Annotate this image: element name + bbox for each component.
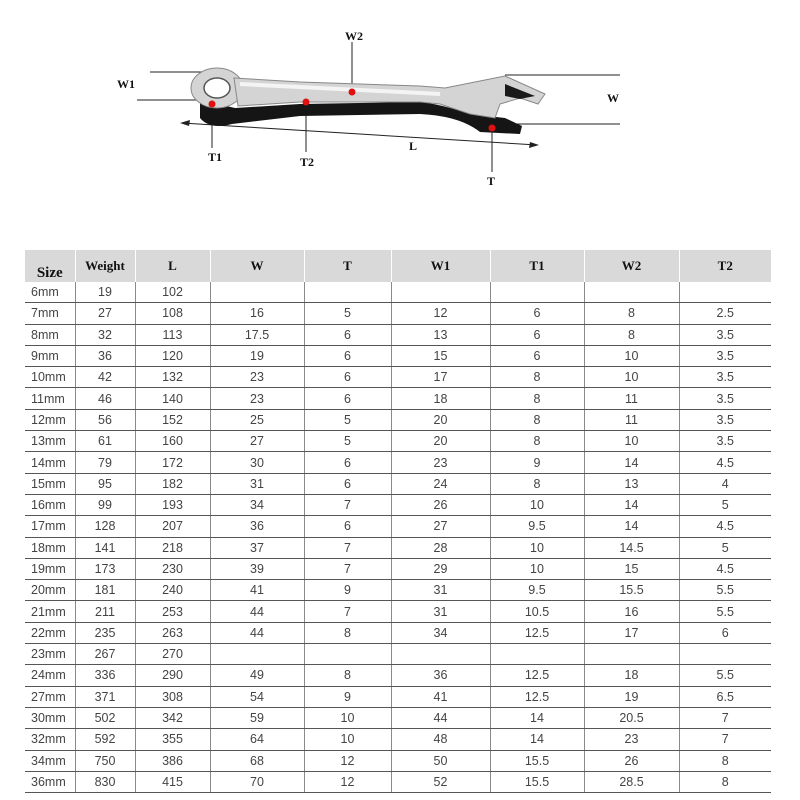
table-cell: 64 <box>210 729 304 750</box>
table-cell: 19 <box>210 345 304 366</box>
table-cell: 207 <box>135 516 210 537</box>
table-cell: 50 <box>391 750 490 771</box>
table-cell <box>304 282 391 303</box>
table-cell: 79 <box>75 452 135 473</box>
table-header-row <box>25 250 771 282</box>
table-cell: 5 <box>679 537 771 558</box>
table-cell: 12 <box>391 303 490 324</box>
table-cell: 6 <box>304 345 391 366</box>
table-cell: 218 <box>135 537 210 558</box>
wrench-dimension-diagram <box>0 0 800 240</box>
table-row <box>25 644 771 665</box>
label-l: L <box>409 139 418 153</box>
table-cell <box>584 282 679 303</box>
table-cell: 6 <box>304 452 391 473</box>
table-cell: 141 <box>75 537 135 558</box>
table-cell: 8 <box>490 431 584 452</box>
table-cell: 9.5 <box>490 580 584 601</box>
label-w2: W2 <box>345 29 363 43</box>
table-cell: 14.5 <box>584 537 679 558</box>
size-cell: 21mm <box>25 601 75 622</box>
table-cell: 15.5 <box>584 580 679 601</box>
column-header-w1: W1 <box>391 250 490 282</box>
table-cell: 5.5 <box>679 580 771 601</box>
table-row <box>25 729 771 750</box>
table-cell: 26 <box>584 750 679 771</box>
table-cell: 17 <box>391 367 490 388</box>
table-row <box>25 431 771 452</box>
size-cell: 12mm <box>25 409 75 430</box>
table-cell: 34 <box>391 622 490 643</box>
table-cell: 235 <box>75 622 135 643</box>
table-row <box>25 665 771 686</box>
label-t: T <box>487 174 496 188</box>
table-cell: 5.5 <box>679 665 771 686</box>
table-cell: 59 <box>210 707 304 728</box>
table-cell: 32 <box>75 324 135 345</box>
table-cell: 102 <box>135 282 210 303</box>
table-cell: 27 <box>391 516 490 537</box>
table-cell: 6 <box>490 324 584 345</box>
size-cell: 10mm <box>25 367 75 388</box>
table-cell: 6.5 <box>679 686 771 707</box>
table-cell: 23 <box>210 388 304 409</box>
table-cell: 17.5 <box>210 324 304 345</box>
table-cell: 113 <box>135 324 210 345</box>
table-cell: 3.5 <box>679 367 771 388</box>
table-cell: 181 <box>75 580 135 601</box>
size-cell: 36mm <box>25 771 75 792</box>
table-cell: 15.5 <box>490 750 584 771</box>
table-cell: 6 <box>304 367 391 388</box>
table-cell: 263 <box>135 622 210 643</box>
w2-marker <box>349 89 356 96</box>
size-cell: 11mm <box>25 388 75 409</box>
table-cell: 31 <box>210 473 304 494</box>
table-cell: 10 <box>490 558 584 579</box>
size-cell: 15mm <box>25 473 75 494</box>
table-cell: 15 <box>391 345 490 366</box>
table-cell: 7 <box>679 707 771 728</box>
table-cell: 5 <box>304 431 391 452</box>
size-cell: 8mm <box>25 324 75 345</box>
table-cell: 20 <box>391 409 490 430</box>
table-row <box>25 750 771 771</box>
t1-marker <box>209 101 216 108</box>
size-cell: 16mm <box>25 494 75 515</box>
table-cell: 4.5 <box>679 452 771 473</box>
table-cell: 12.5 <box>490 686 584 707</box>
table-cell: 11 <box>584 388 679 409</box>
table-cell: 29 <box>391 558 490 579</box>
table-cell: 36 <box>75 345 135 366</box>
table-cell: 182 <box>135 473 210 494</box>
table-cell: 10 <box>584 345 679 366</box>
table-cell: 2.5 <box>679 303 771 324</box>
table-cell: 23 <box>210 367 304 388</box>
table-cell: 8 <box>679 750 771 771</box>
table-cell: 20.5 <box>584 707 679 728</box>
table-cell: 20 <box>391 431 490 452</box>
table-cell: 172 <box>135 452 210 473</box>
table-cell: 10.5 <box>490 601 584 622</box>
table-cell: 12.5 <box>490 665 584 686</box>
label-t2: T2 <box>300 155 315 169</box>
table-cell: 37 <box>210 537 304 558</box>
table-cell: 267 <box>75 644 135 665</box>
table-cell: 68 <box>210 750 304 771</box>
table-cell: 7 <box>304 494 391 515</box>
table-cell: 6 <box>679 622 771 643</box>
table-cell: 61 <box>75 431 135 452</box>
table-cell: 10 <box>584 431 679 452</box>
table-row <box>25 558 771 579</box>
table-cell: 8 <box>584 303 679 324</box>
table-row <box>25 580 771 601</box>
table-cell: 120 <box>135 345 210 366</box>
table-cell: 342 <box>135 707 210 728</box>
table-cell <box>584 644 679 665</box>
table-cell: 26 <box>391 494 490 515</box>
table-cell <box>210 282 304 303</box>
size-cell: 7mm <box>25 303 75 324</box>
table-cell: 8 <box>490 473 584 494</box>
table-cell: 25 <box>210 409 304 430</box>
table-cell: 44 <box>210 601 304 622</box>
table-row <box>25 707 771 728</box>
table-cell: 17 <box>584 622 679 643</box>
table-cell <box>490 282 584 303</box>
table-cell: 5 <box>304 409 391 430</box>
table-cell: 240 <box>135 580 210 601</box>
table-cell: 10 <box>304 729 391 750</box>
table-row <box>25 494 771 515</box>
table-cell: 52 <box>391 771 490 792</box>
table-cell: 70 <box>210 771 304 792</box>
table-cell: 46 <box>75 388 135 409</box>
table-cell: 7 <box>304 558 391 579</box>
table-row <box>25 409 771 430</box>
table-cell: 15 <box>584 558 679 579</box>
table-cell <box>679 282 771 303</box>
table-cell: 8 <box>679 771 771 792</box>
table-cell: 371 <box>75 686 135 707</box>
table-cell: 14 <box>490 707 584 728</box>
table-cell: 95 <box>75 473 135 494</box>
table-cell: 8 <box>304 665 391 686</box>
table-cell: 9 <box>304 580 391 601</box>
column-header-weight: Weight <box>75 250 135 282</box>
size-cell: 34mm <box>25 750 75 771</box>
table-cell: 193 <box>135 494 210 515</box>
table-cell: 31 <box>391 601 490 622</box>
table-cell: 3.5 <box>679 431 771 452</box>
column-header-size: Size <box>25 250 75 282</box>
table-cell: 23 <box>391 452 490 473</box>
table-cell: 8 <box>490 409 584 430</box>
size-cell: 32mm <box>25 729 75 750</box>
table-cell: 750 <box>75 750 135 771</box>
table-cell: 108 <box>135 303 210 324</box>
wrench-size-table <box>25 250 771 793</box>
table-row <box>25 388 771 409</box>
table-cell: 7 <box>304 601 391 622</box>
table-cell: 4.5 <box>679 558 771 579</box>
column-header-t2: T2 <box>679 250 771 282</box>
table-cell: 10 <box>490 494 584 515</box>
size-cell: 19mm <box>25 558 75 579</box>
table-cell: 6 <box>304 516 391 537</box>
table-cell: 16 <box>210 303 304 324</box>
size-cell: 23mm <box>25 644 75 665</box>
table-cell: 23 <box>584 729 679 750</box>
table-row <box>25 622 771 643</box>
table-cell: 42 <box>75 367 135 388</box>
t2-marker <box>303 99 310 106</box>
table-cell: 99 <box>75 494 135 515</box>
table-row <box>25 473 771 494</box>
table-cell: 6 <box>304 388 391 409</box>
size-cell: 22mm <box>25 622 75 643</box>
table-cell: 44 <box>391 707 490 728</box>
table-row <box>25 367 771 388</box>
table-cell: 386 <box>135 750 210 771</box>
table-cell: 502 <box>75 707 135 728</box>
table-cell: 10 <box>490 537 584 558</box>
table-cell: 8 <box>304 622 391 643</box>
table-cell: 592 <box>75 729 135 750</box>
table-row <box>25 282 771 303</box>
label-w: W <box>607 91 619 105</box>
table-cell: 41 <box>391 686 490 707</box>
table-cell: 44 <box>210 622 304 643</box>
table-cell: 18 <box>584 665 679 686</box>
table-cell: 34 <box>210 494 304 515</box>
table-cell: 6 <box>304 473 391 494</box>
table-cell: 830 <box>75 771 135 792</box>
table-cell: 290 <box>135 665 210 686</box>
table-cell <box>490 644 584 665</box>
table-cell: 4.5 <box>679 516 771 537</box>
table-cell: 253 <box>135 601 210 622</box>
t-marker <box>489 125 496 132</box>
table-row <box>25 452 771 473</box>
table-cell: 14 <box>584 516 679 537</box>
table-row <box>25 601 771 622</box>
table-row <box>25 516 771 537</box>
column-header-w: W <box>210 250 304 282</box>
size-cell: 13mm <box>25 431 75 452</box>
table-cell: 7 <box>304 537 391 558</box>
table-cell: 12 <box>304 771 391 792</box>
table-cell: 18 <box>391 388 490 409</box>
table-cell: 10 <box>584 367 679 388</box>
table-cell: 3.5 <box>679 345 771 366</box>
table-cell: 16 <box>584 601 679 622</box>
table-row <box>25 537 771 558</box>
table-cell: 28 <box>391 537 490 558</box>
table-cell: 7 <box>679 729 771 750</box>
table-cell: 27 <box>75 303 135 324</box>
table-cell: 12 <box>304 750 391 771</box>
table-cell: 49 <box>210 665 304 686</box>
table-cell: 308 <box>135 686 210 707</box>
table-cell: 5 <box>304 303 391 324</box>
column-header-l: L <box>135 250 210 282</box>
table-cell: 36 <box>210 516 304 537</box>
table-row <box>25 345 771 366</box>
table-cell: 132 <box>135 367 210 388</box>
table-cell <box>304 644 391 665</box>
table-cell: 3.5 <box>679 324 771 345</box>
table-cell: 9.5 <box>490 516 584 537</box>
table-cell: 10 <box>304 707 391 728</box>
table-cell: 28.5 <box>584 771 679 792</box>
table-row <box>25 771 771 792</box>
table-cell: 152 <box>135 409 210 430</box>
table-row <box>25 324 771 345</box>
table-cell: 5 <box>679 494 771 515</box>
table-cell: 5.5 <box>679 601 771 622</box>
size-cell: 17mm <box>25 516 75 537</box>
table-cell <box>391 644 490 665</box>
table-cell: 31 <box>391 580 490 601</box>
table-cell: 11 <box>584 409 679 430</box>
table-cell: 270 <box>135 644 210 665</box>
table-cell: 160 <box>135 431 210 452</box>
table-cell: 355 <box>135 729 210 750</box>
table-cell: 56 <box>75 409 135 430</box>
table-cell: 19 <box>584 686 679 707</box>
table-cell: 41 <box>210 580 304 601</box>
table-cell: 54 <box>210 686 304 707</box>
table-cell: 336 <box>75 665 135 686</box>
table-cell: 3.5 <box>679 409 771 430</box>
size-cell: 14mm <box>25 452 75 473</box>
column-header-t: T <box>304 250 391 282</box>
table-cell: 6 <box>304 324 391 345</box>
table-cell: 24 <box>391 473 490 494</box>
table-cell: 140 <box>135 388 210 409</box>
size-cell: 6mm <box>25 282 75 303</box>
size-cell: 24mm <box>25 665 75 686</box>
table-cell: 14 <box>584 494 679 515</box>
table-cell <box>210 644 304 665</box>
table-row <box>25 686 771 707</box>
table-cell: 13 <box>584 473 679 494</box>
column-header-w2: W2 <box>584 250 679 282</box>
table-cell: 8 <box>584 324 679 345</box>
table-cell: 230 <box>135 558 210 579</box>
size-cell: 27mm <box>25 686 75 707</box>
table-cell: 30 <box>210 452 304 473</box>
size-cell: 18mm <box>25 537 75 558</box>
table-cell: 39 <box>210 558 304 579</box>
table-cell: 3.5 <box>679 388 771 409</box>
table-row <box>25 303 771 324</box>
table-cell: 8 <box>490 388 584 409</box>
size-cell: 30mm <box>25 707 75 728</box>
table-cell: 415 <box>135 771 210 792</box>
table-cell: 4 <box>679 473 771 494</box>
table-cell: 48 <box>391 729 490 750</box>
table-cell: 173 <box>75 558 135 579</box>
table-cell: 12.5 <box>490 622 584 643</box>
table-cell: 128 <box>75 516 135 537</box>
table-cell: 14 <box>584 452 679 473</box>
table-cell: 19 <box>75 282 135 303</box>
table-cell: 27 <box>210 431 304 452</box>
label-t1: T1 <box>208 150 223 164</box>
table-cell: 9 <box>490 452 584 473</box>
table-cell <box>391 282 490 303</box>
column-header-t1: T1 <box>490 250 584 282</box>
table-cell <box>679 644 771 665</box>
table-cell: 8 <box>490 367 584 388</box>
table-cell: 6 <box>490 303 584 324</box>
table-cell: 14 <box>490 729 584 750</box>
label-w1: W1 <box>117 77 135 91</box>
size-cell: 20mm <box>25 580 75 601</box>
table-cell: 36 <box>391 665 490 686</box>
table-cell: 6 <box>490 345 584 366</box>
table-body <box>25 282 771 793</box>
table-cell: 211 <box>75 601 135 622</box>
table-cell: 13 <box>391 324 490 345</box>
table-cell: 9 <box>304 686 391 707</box>
size-cell: 9mm <box>25 345 75 366</box>
table-cell: 15.5 <box>490 771 584 792</box>
